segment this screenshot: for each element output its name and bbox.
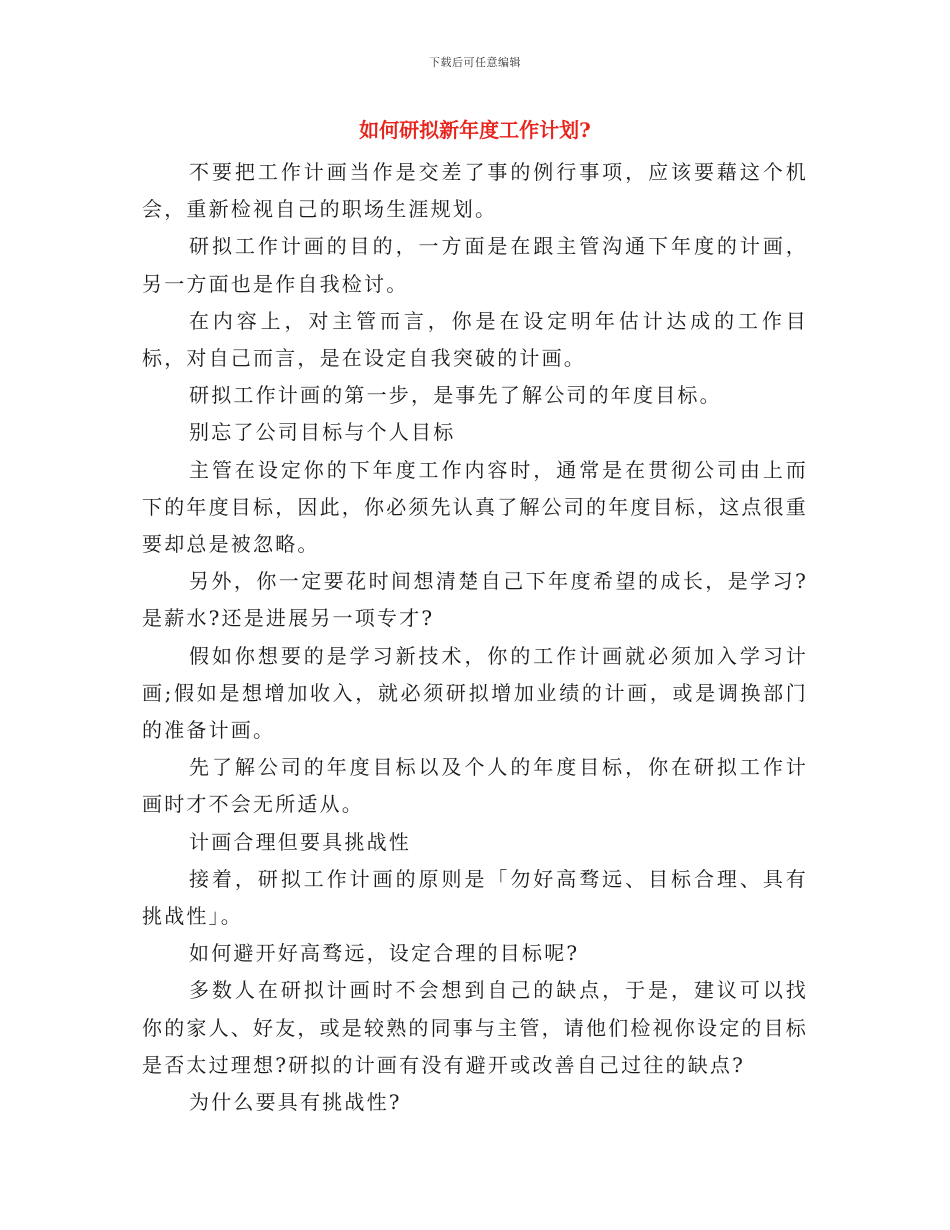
paragraph: 接着，研拟工作计画的原则是「勿好高骛远、目标合理、具有挑战性」。 xyxy=(142,866,808,929)
paragraph: 如何避开好高骛远，设定合理的目标呢? xyxy=(189,941,580,966)
document-body xyxy=(142,154,808,1121)
document-title: 如何研拟新年度工作计划? xyxy=(359,118,591,142)
paragraph: 研拟工作计画的第一步，是事先了解公司的年度目标。 xyxy=(189,383,722,408)
paragraph: 主管在设定你的下年度工作内容时，通常是在贯彻公司由上而下的年度目标，因此，你必须先认真了解公司的年度目标，这点很重要却总是被忽略。 xyxy=(142,457,808,557)
section-heading: 计画合理但要具挑战性 xyxy=(189,829,411,854)
header-note: 下载后可任意编辑 xyxy=(429,56,521,69)
paragraph: 在内容上，对主管而言，你是在设定明年估计达成的工作目标，对自己而言，是在设定自我突破的计画。 xyxy=(142,308,808,371)
paragraph: 研拟工作计画的目的，一方面是在跟主管沟通下年度的计画，另一方面也是作自我检讨。 xyxy=(142,234,808,296)
paragraph: 先了解公司的年度目标以及个人的年度目标，你在研拟工作计画时才不会无所适从。 xyxy=(142,755,808,817)
paragraph: 不要把工作计画当作是交差了事的例行事项，应该要藉这个机会，重新检视自己的职场生涯规划。 xyxy=(142,160,808,222)
paragraph: 为什么要具有挑战性? xyxy=(189,1090,402,1115)
section-heading: 别忘了公司目标与个人目标 xyxy=(189,420,456,445)
paragraph: 另外，你一定要花时间想清楚自己下年度希望的成长，是学习?是薪水?还是进展另一项专才? xyxy=(142,569,808,631)
paragraph: 多数人在研拟计画时不会想到自己的缺点，于是，建议可以找你的家人、好友，或是较熟的同事与主管，请他们检视你设定的目标是否太过理想?研拟的计画有没有避开或改善自己过往的缺点? xyxy=(142,978,808,1077)
paragraph: 假如你想要的是学习新技术，你的工作计画就必须加入学习计画;假如是想增加收入，就必须研拟增加业绩的计画，或是调换部门的准备计画。 xyxy=(142,643,808,743)
